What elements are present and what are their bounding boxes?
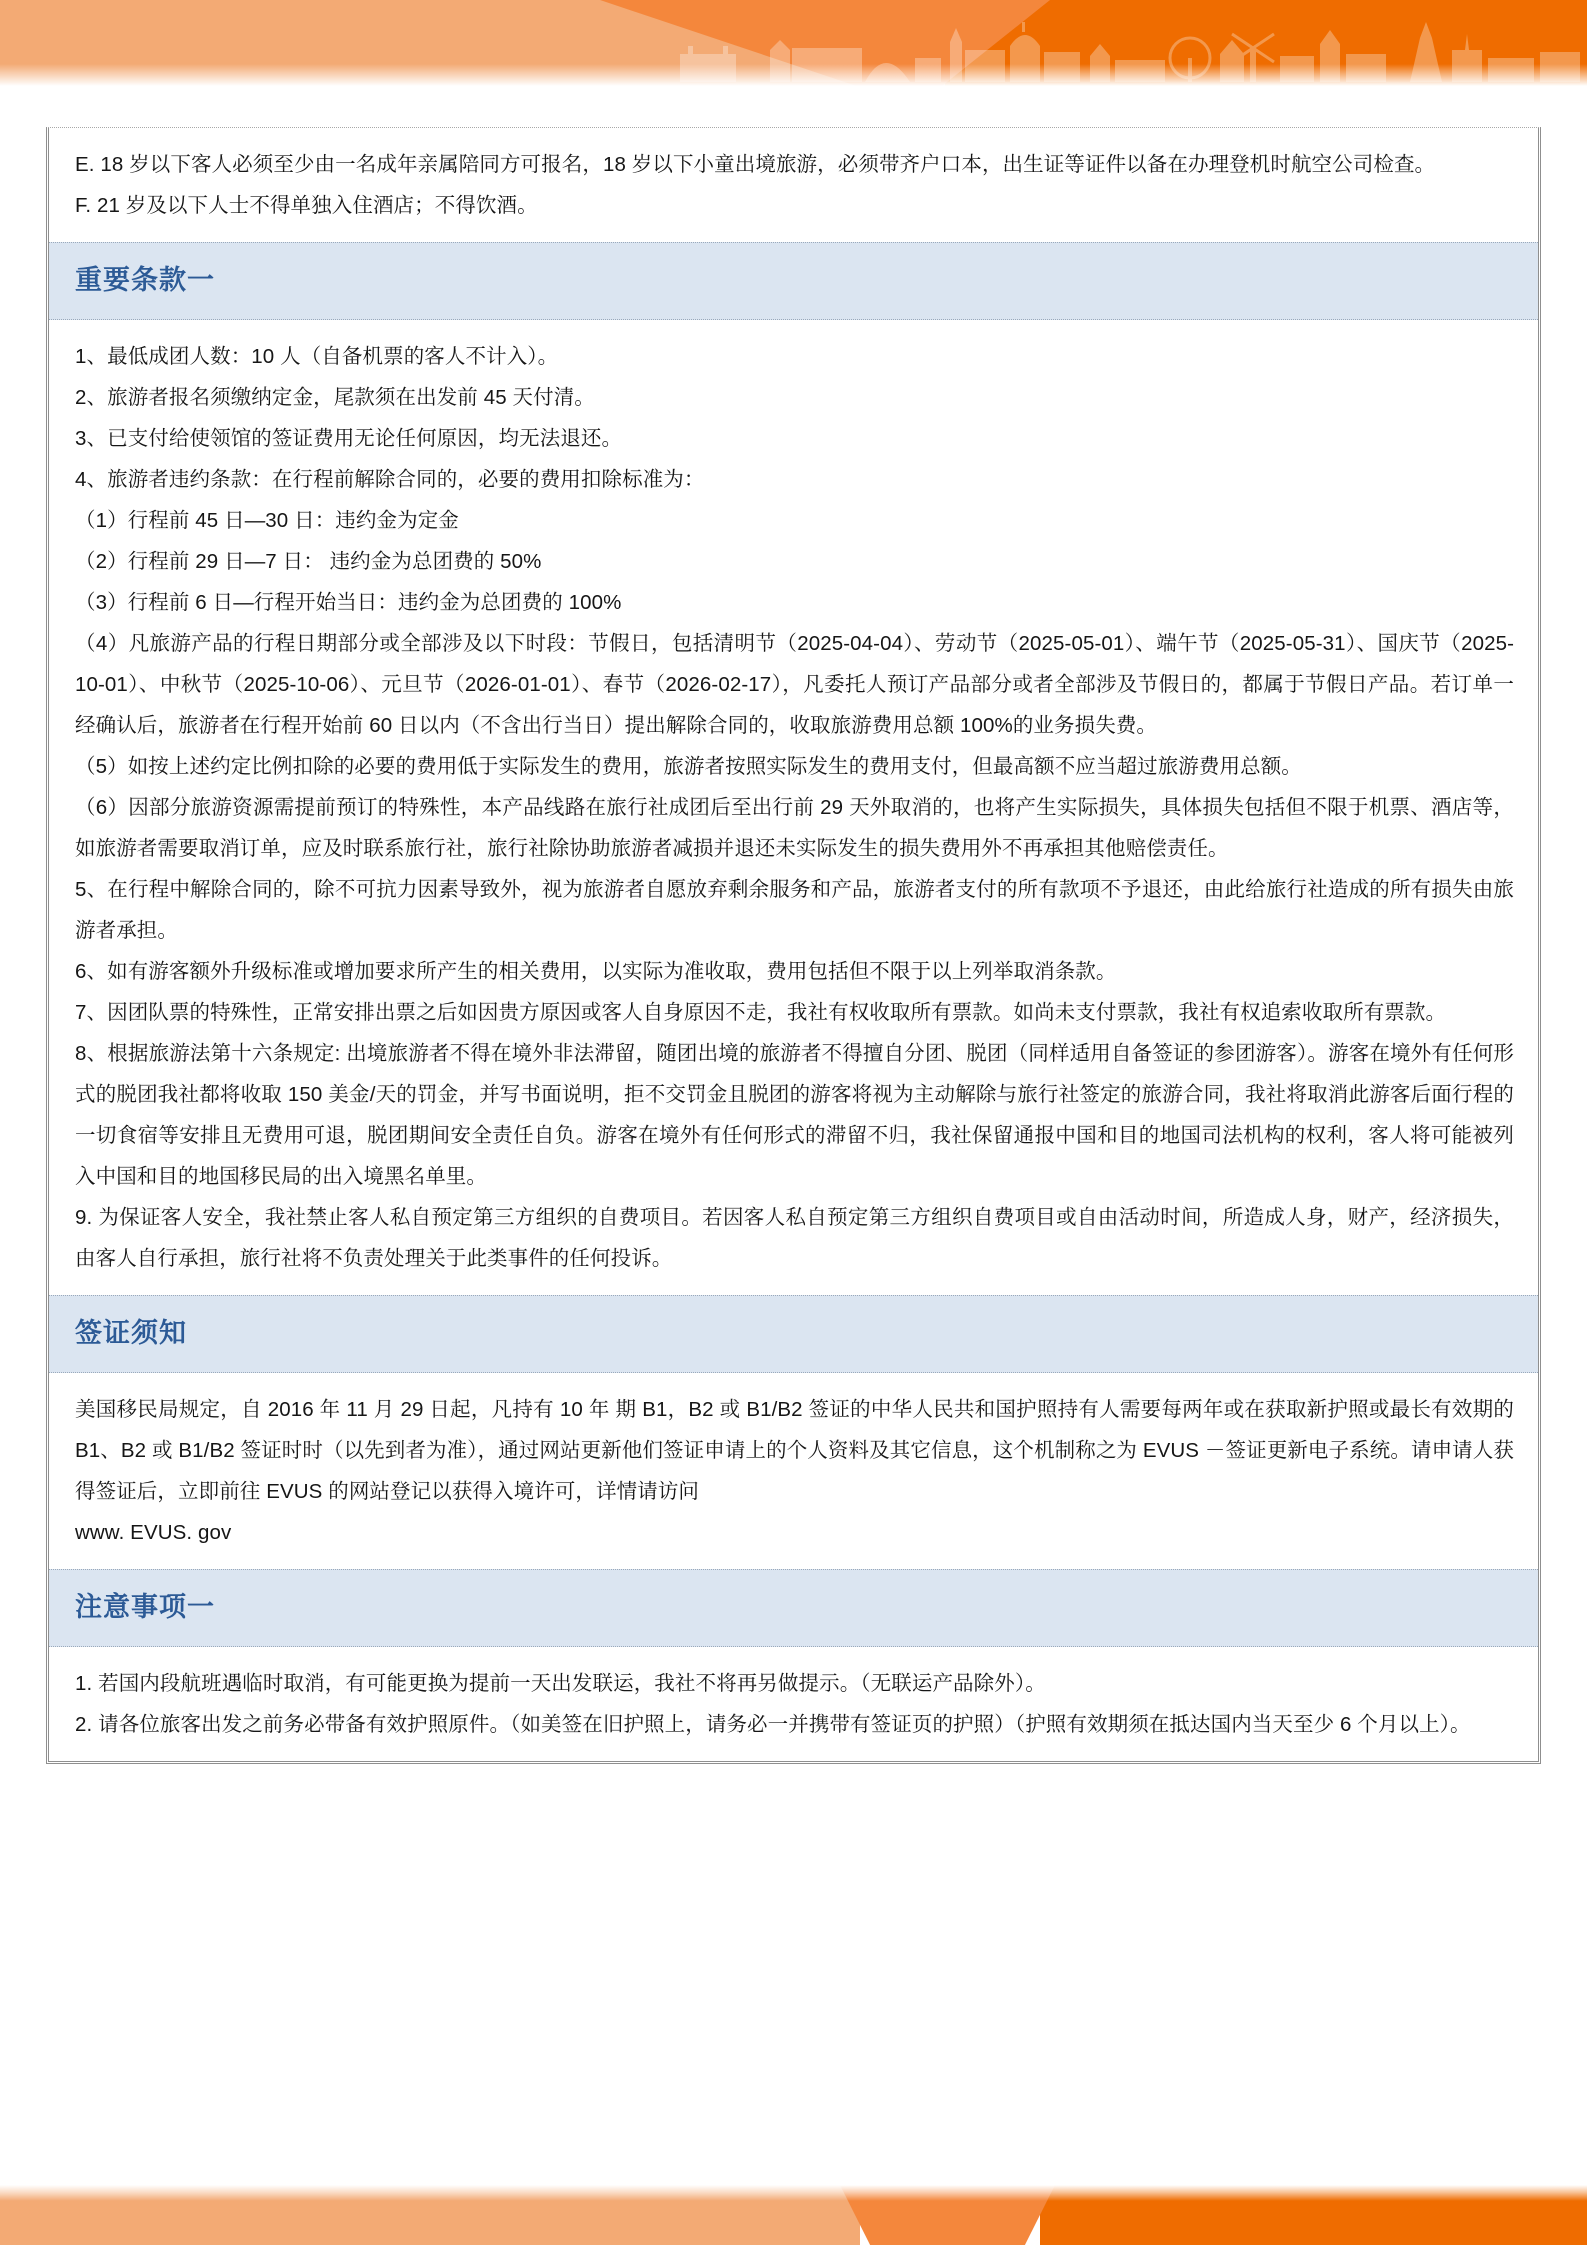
section-header-visa-notice <box>49 1295 1538 1373</box>
term-item: 1、最低成团人数：10 人（自备机票的客人不计入）。 <box>75 345 559 368</box>
term-item: 4、旅游者违约条款：在行程前解除合同的，必要的费用扣除标准为： <box>75 468 705 491</box>
term-subitem: （1）行程前 45 日—30 日：违约金为定金 <box>75 509 459 532</box>
footer-banner <box>0 2185 1587 2245</box>
term-item: 7、因团队票的特殊性，正常安排出票之后如因贵方原因或客人自身原因不走，我社有权收取所有票款。如尚未支付票款，我社有权追索收取所有票款。 <box>75 1001 1447 1024</box>
visa-website-url: www. EVUS. gov <box>75 1521 232 1544</box>
section-body-attention-1 <box>49 1647 1538 1761</box>
document-body <box>49 128 1538 1761</box>
term-item: 8、根据旅游法第十六条规定: 出境旅游者不得在境外非法滞留，随团出境的旅游者不得擅自分团、脱团（同样适用自备签证的参团游客）。游客在境外有任何形式的脱团我社都将收取 150 美金/天的罚金，并写书面说明，拒不交罚金且脱团的游客将视为主动解除与旅行社签定的旅游合同，我社将取消此游客后面行程的一切食宿等安排且无费用可退，脱团期间安全责任自负。游客在境外有任何形式的滞留不归，我社保留通报中国和目的地国司法机构的权利，客人将可能被列入中国和目的地国移民局的出入境黑名单里。 <box>75 1042 1514 1188</box>
section-body-visa-notice <box>49 1373 1538 1569</box>
section-title: 重要条款一 <box>75 265 215 295</box>
section-header-attention-1 <box>49 1569 1538 1647</box>
section-header-important-terms-1 <box>49 242 1538 320</box>
term-item: 6、如有游客额外升级标准或增加要求所产生的相关费用，以实际为准收取，费用包括但不限于以上列举取消条款。 <box>75 960 1117 983</box>
term-subitem: （2）行程前 29 日—7 日： 违约金为总团费的 50% <box>75 550 542 573</box>
document-frame <box>46 127 1541 1764</box>
header-banner <box>0 0 1587 86</box>
notice-line: E. 18 岁以下客人必须至少由一名成年亲属陪同方可报名，18 岁以下小童出境旅游，必须带齐户口本，出生证等证件以备在办理登机时航空公司检查。 <box>75 153 1436 176</box>
term-subitem: （4）凡旅游产品的行程日期部分或全部涉及以下时段：节假日，包括清明节（2025-04-04）、劳动节（2025-05-01）、端午节（2025-05-31）、国庆节（2025-10-01）、中秋节（2025-10-06）、元旦节（2026-01-01）、春节（2026-02-17），凡委托人预订产品部分或者全部涉及节假日的，都属于节假日产品。若订单一经确认后，旅游者在行程开始前 60 日以内（不含出行当日）提出解除合同的，收取旅游费用总额 100%的业务损失费。 <box>75 632 1514 737</box>
term-item: 3、已支付给使领馆的签证费用无论任何原因，均无法退还。 <box>75 427 623 450</box>
attention-item: 2. 请各位旅客出发之前务必带备有效护照原件。（如美签在旧护照上，请务必一并携带有签证页的护照）（护照有效期须在抵达国内当天至少 6 个月以上）。 <box>75 1713 1471 1736</box>
section-body-important-terms-1 <box>49 320 1538 1295</box>
term-subitem: （6）因部分旅游资源需提前预订的特殊性，本产品线路在旅行社成团后至出行前 29 天外取消的，也将产生实际损失，具体损失包括但不限于机票、酒店等，如旅游者需要取消订单，应及时联系旅行社，旅行社除协助旅游者减损并退还未实际发生的损失费用外不再承担其他赔偿责任。 <box>75 796 1514 860</box>
top-notice-block <box>49 128 1538 242</box>
term-item: 2、旅游者报名须缴纳定金，尾款须在出发前 45 天付清。 <box>75 386 595 409</box>
term-subitem: （5）如按上述约定比例扣除的必要的费用低于实际发生的费用，旅游者按照实际发生的费用支付，但最高额不应当超过旅游费用总额。 <box>75 755 1302 778</box>
notice-line: F. 21 岁及以下人士不得单独入住酒店；不得饮酒。 <box>75 194 538 217</box>
footer-banner-fade <box>0 2185 1587 2201</box>
section-title: 注意事项一 <box>75 1592 215 1622</box>
visa-paragraph: 美国移民局规定，自 2016 年 11 月 29 日起，凡持有 10 年 期 B1，B2 或 B1/B2 签证的中华人民共和国护照持有人需要每两年或在获取新护照或最长有效期的 B1、B2 或 B1/B2 签证时时（以先到者为准），通过网站更新他们签证申请上的个人资料及其它信息，这个机制称之为 EVUS －签证更新电子系统。请申请人获得签证后，立即前往 EVUS 的网站登记以获得入境许可，详情请访问 <box>75 1398 1514 1503</box>
term-subitem: （3）行程前 6 日—行程开始当日：违约金为总团费的 100% <box>75 591 622 614</box>
term-item: 5、在行程中解除合同的，除不可抗力因素导致外，视为旅游者自愿放弃剩余服务和产品，旅游者支付的所有款项不予退还，由此给旅行社造成的所有损失由旅游者承担。 <box>75 878 1514 942</box>
section-title: 签证须知 <box>75 1318 187 1348</box>
attention-item: 1. 若国内段航班遇临时取消，有可能更换为提前一天出发联运，我社不将再另做提示。（无联运产品除外）。 <box>75 1672 1046 1695</box>
header-banner-fade <box>0 64 1587 86</box>
term-item: 9. 为保证客人安全，我社禁止客人私自预定第三方组织的自费项目。若因客人私自预定第三方组织自费项目或自由活动时间，所造成人身，财产，经济损失，由客人自行承担，旅行社将不负责处理关于此类事件的任何投诉。 <box>75 1206 1514 1270</box>
